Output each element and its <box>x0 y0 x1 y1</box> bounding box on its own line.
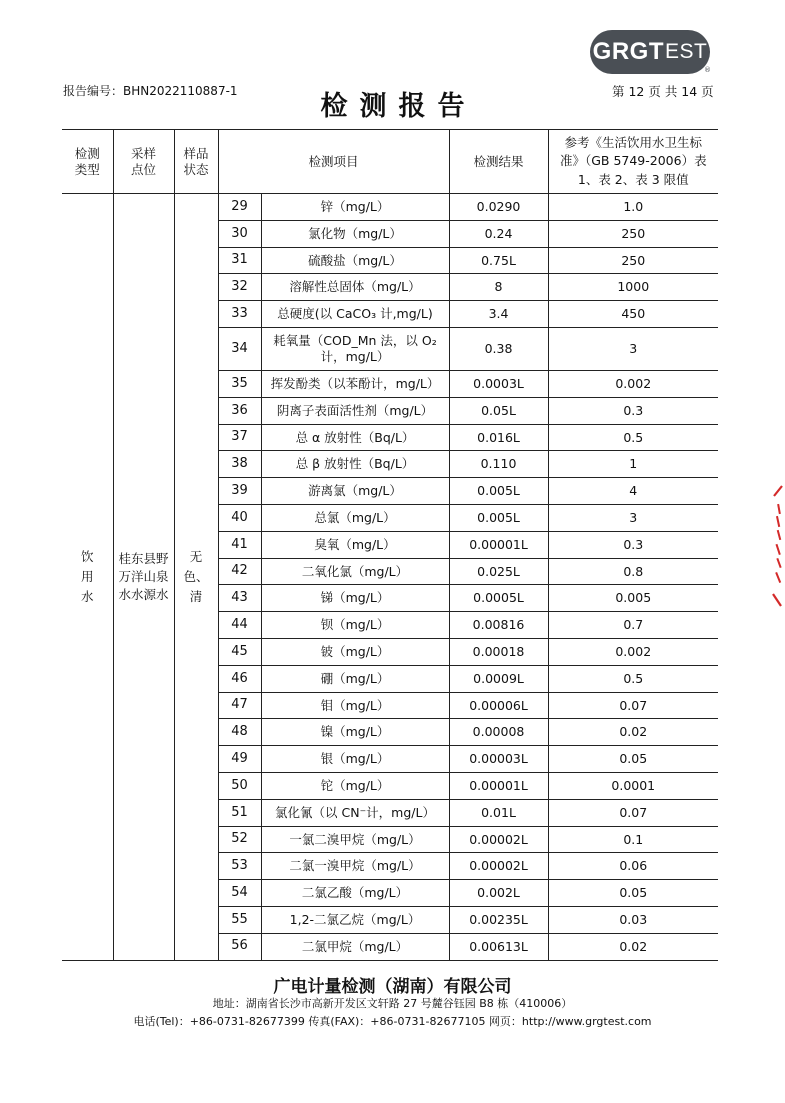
header-item: 检测项目 <box>218 130 449 194</box>
sample-state-cell: 无色、清 <box>174 194 218 961</box>
row-number-cell: 35 <box>218 370 261 397</box>
row-number-cell: 38 <box>218 451 261 478</box>
header-location: 采样点位 <box>113 130 174 194</box>
test-result-cell: 0.0003L <box>449 370 548 397</box>
row-number-cell: 36 <box>218 397 261 424</box>
test-item-cell: 一氯二溴甲烷（mg/L） <box>261 826 449 853</box>
test-item-cell: 阴离子表面活性剂（mg/L） <box>261 397 449 424</box>
test-result-cell: 3.4 <box>449 301 548 328</box>
test-item-cell: 硼（mg/L） <box>261 665 449 692</box>
row-number-cell: 29 <box>218 194 261 221</box>
standard-limit-cell: 0.5 <box>548 665 718 692</box>
standard-limit-cell: 450 <box>548 301 718 328</box>
test-item-cell: 二氧化氯（mg/L） <box>261 558 449 585</box>
test-result-cell: 0.24 <box>449 220 548 247</box>
test-item-cell: 银（mg/L） <box>261 746 449 773</box>
test-item-cell: 氯化物（mg/L） <box>261 220 449 247</box>
standard-limit-cell: 0.002 <box>548 370 718 397</box>
row-number-cell: 49 <box>218 746 261 773</box>
logo-text: GRGT <box>592 38 664 65</box>
test-result-cell: 0.38 <box>449 327 548 370</box>
test-result-cell: 0.0009L <box>449 665 548 692</box>
test-result-cell: 0.05L <box>449 397 548 424</box>
sample-location-cell: 桂东县野万洋山泉水水源水 <box>113 194 174 961</box>
row-number-cell: 34 <box>218 327 261 370</box>
test-result-cell: 0.75L <box>449 247 548 274</box>
standard-limit-cell: 0.3 <box>548 397 718 424</box>
standard-limit-cell: 0.03 <box>548 906 718 933</box>
standard-limit-cell: 1.0 <box>548 194 718 221</box>
test-result-cell: 0.00006L <box>449 692 548 719</box>
standard-limit-cell: 1 <box>548 451 718 478</box>
test-item-cell: 耗氧量（COD_Mn 法，以 O₂ 计，mg/L） <box>261 327 449 370</box>
row-number-cell: 30 <box>218 220 261 247</box>
test-item-cell: 钼（mg/L） <box>261 692 449 719</box>
row-number-cell: 52 <box>218 826 261 853</box>
row-number-cell: 45 <box>218 638 261 665</box>
test-result-cell: 0.00002L <box>449 826 548 853</box>
test-item-cell: 游离氯（mg/L） <box>261 478 449 505</box>
test-result-cell: 0.025L <box>449 558 548 585</box>
test-result-cell: 0.00008 <box>449 719 548 746</box>
standard-limit-cell: 0.002 <box>548 638 718 665</box>
test-result-cell: 0.00001L <box>449 531 548 558</box>
report-number: 报告编号：BHN2022110887-1 <box>63 84 238 98</box>
test-item-cell: 溶解性总固体（mg/L） <box>261 274 449 301</box>
standard-limit-cell: 0.07 <box>548 799 718 826</box>
header-state: 样品状态 <box>174 130 218 194</box>
standard-limit-cell: 0.07 <box>548 692 718 719</box>
row-number-cell: 31 <box>218 247 261 274</box>
standard-limit-cell: 0.7 <box>548 612 718 639</box>
test-item-cell: 总硬度(以 CaCO₃ 计,mg/L) <box>261 301 449 328</box>
test-result-cell: 0.005L <box>449 504 548 531</box>
row-number-cell: 48 <box>218 719 261 746</box>
footer-company-name: 广电计量检测（湖南）有限公司 <box>273 977 512 997</box>
row-number-cell: 43 <box>218 585 261 612</box>
test-item-cell: 氯化氰（以 CN⁻计，mg/L） <box>261 799 449 826</box>
test-item-cell: 挥发酚类（以苯酚计，mg/L） <box>261 370 449 397</box>
standard-limit-cell: 0.0001 <box>548 772 718 799</box>
test-result-cell: 0.00002L <box>449 853 548 880</box>
header-result: 检测结果 <box>449 130 548 194</box>
test-item-cell: 锌（mg/L） <box>261 194 449 221</box>
test-item-cell: 二氯一溴甲烷（mg/L） <box>261 853 449 880</box>
test-item-cell: 臭氧（mg/L） <box>261 531 449 558</box>
test-item-cell: 总 β 放射性（Bq/L） <box>261 451 449 478</box>
row-number-cell: 51 <box>218 799 261 826</box>
test-result-cell: 0.005L <box>449 478 548 505</box>
standard-limit-cell: 0.05 <box>548 880 718 907</box>
row-number-cell: 39 <box>218 478 261 505</box>
header-reference: 参考《生活饮用水卫生标准》（GB 5749-2006）表 1、表 2、表 3 限值 <box>548 130 718 194</box>
row-number-cell: 44 <box>218 612 261 639</box>
row-number-cell: 33 <box>218 301 261 328</box>
standard-limit-cell: 0.1 <box>548 826 718 853</box>
table-row <box>62 194 718 221</box>
test-result-cell: 0.00816 <box>449 612 548 639</box>
logo-text-suffix: EST <box>664 40 708 63</box>
document-title: 检测报告 <box>320 91 477 122</box>
test-item-cell: 铊（mg/L） <box>261 772 449 799</box>
test-item-cell: 总 α 放射性（Bq/L） <box>261 424 449 451</box>
test-item-cell: 铍（mg/L） <box>261 638 449 665</box>
test-item-cell: 锑（mg/L） <box>261 585 449 612</box>
standard-limit-cell: 0.005 <box>548 585 718 612</box>
row-number-cell: 42 <box>218 558 261 585</box>
standard-limit-cell: 0.05 <box>548 746 718 773</box>
footer-contacts: 电话(Tel)：+86-0731-82677399 传真(FAX)：+86-0731-82677105 网页：http://www.grgtest.com <box>133 1015 652 1028</box>
standard-limit-cell: 0.02 <box>548 719 718 746</box>
standard-limit-cell: 4 <box>548 478 718 505</box>
test-item-cell: 硫酸盐（mg/L） <box>261 247 449 274</box>
standard-limit-cell: 250 <box>548 220 718 247</box>
report-table <box>62 129 718 961</box>
test-result-cell: 0.0005L <box>449 585 548 612</box>
test-result-cell: 0.0290 <box>449 194 548 221</box>
test-item-cell: 镍（mg/L） <box>261 719 449 746</box>
test-result-cell: 0.110 <box>449 451 548 478</box>
row-number-cell: 40 <box>218 504 261 531</box>
row-number-cell: 53 <box>218 853 261 880</box>
page-number: 第 12 页 共 14 页 <box>612 84 714 99</box>
standard-limit-cell: 0.8 <box>548 558 718 585</box>
footer-address: 地址：湖南省长沙市高新开发区文轩路 27 号麓谷钰园 B8 栋（410006） <box>212 997 573 1010</box>
row-number-cell: 56 <box>218 933 261 960</box>
row-number-cell: 50 <box>218 772 261 799</box>
standard-limit-cell: 3 <box>548 327 718 370</box>
test-item-cell: 总氯（mg/L） <box>261 504 449 531</box>
company-logo <box>590 30 710 74</box>
row-number-cell: 37 <box>218 424 261 451</box>
test-result-cell: 8 <box>449 274 548 301</box>
test-item-cell: 二氯甲烷（mg/L） <box>261 933 449 960</box>
standard-limit-cell: 0.06 <box>548 853 718 880</box>
row-number-cell: 32 <box>218 274 261 301</box>
row-number-cell: 46 <box>218 665 261 692</box>
seal-stamp-fragment <box>768 482 785 612</box>
standard-limit-cell: 0.5 <box>548 424 718 451</box>
test-result-cell: 0.002L <box>449 880 548 907</box>
test-result-cell: 0.00001L <box>449 772 548 799</box>
standard-limit-cell: 3 <box>548 504 718 531</box>
test-item-cell: 钡（mg/L） <box>261 612 449 639</box>
test-result-cell: 0.00235L <box>449 906 548 933</box>
standard-limit-cell: 1000 <box>548 274 718 301</box>
test-result-cell: 0.00003L <box>449 746 548 773</box>
row-number-cell: 41 <box>218 531 261 558</box>
standard-limit-cell: 0.02 <box>548 933 718 960</box>
standard-limit-cell: 250 <box>548 247 718 274</box>
test-item-cell: 二氯乙酸（mg/L） <box>261 880 449 907</box>
logo-registered-mark: ® <box>704 66 711 74</box>
test-result-cell: 0.00613L <box>449 933 548 960</box>
sample-category-cell: 饮用水 <box>62 194 113 961</box>
row-number-cell: 54 <box>218 880 261 907</box>
test-result-cell: 0.01L <box>449 799 548 826</box>
row-number-cell: 55 <box>218 906 261 933</box>
test-result-cell: 0.00018 <box>449 638 548 665</box>
standard-limit-cell: 0.3 <box>548 531 718 558</box>
row-number-cell: 47 <box>218 692 261 719</box>
header-category: 检测类型 <box>62 130 113 194</box>
test-item-cell: 1,2-二氯乙烷（mg/L） <box>261 906 449 933</box>
test-result-cell: 0.016L <box>449 424 548 451</box>
